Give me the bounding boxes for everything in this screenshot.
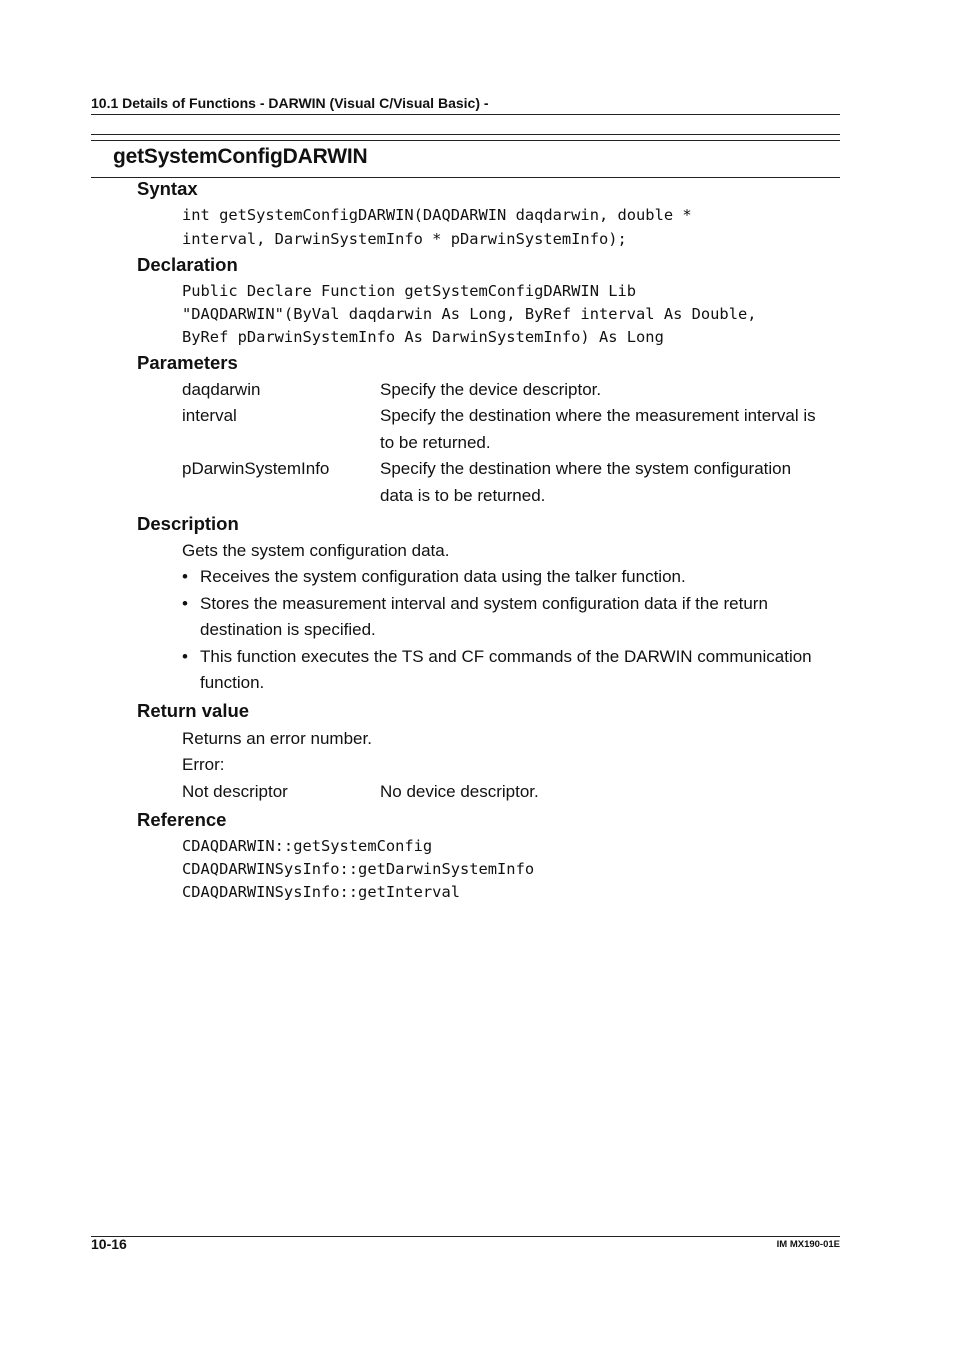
title-rule-bottom [91,177,840,178]
syntax-heading: Syntax [137,178,198,199]
reference-line: CDAQDARWIN::getSystemConfig [182,837,433,855]
description-bullet-cont: function. [200,673,265,692]
syntax-line: interval, DarwinSystemInfo * pDarwinSystemInfo); [182,230,627,248]
reference-line: CDAQDARWINSysInfo::getDarwinSystemInfo [182,860,535,878]
declaration-line: ByRef pDarwinSystemInfo As DarwinSystemInfo) As Long [182,328,664,346]
return-value-text: Returns an error number. [182,729,372,748]
param-desc: Specify the device descriptor. [380,380,602,399]
param-desc: Specify the destination where the measurement interval is [380,406,816,425]
return-value-heading: Return value [137,700,250,721]
param-desc: data is to be returned. [380,486,546,505]
description-bullet: Stores the measurement interval and system configuration data if the return [200,594,768,613]
param-name-daqdarwin: daqdarwin [182,380,261,399]
parameters-heading: Parameters [137,352,238,373]
description-bullet: Receives the system configuration data using the talker function. [200,567,686,586]
title-rule-top-1 [91,134,840,135]
running-head: 10.1 Details of Functions - DARWIN (Visual C/Visual Basic) - [91,95,489,111]
document-id: IM MX190-01E [776,1239,840,1250]
header-rule [91,114,840,115]
declaration-heading: Declaration [137,254,238,275]
description-bullet: This function executes the TS and CF commands of the DARWIN communication [200,647,812,666]
description-heading: Description [137,513,239,534]
footer-rule [91,1236,840,1237]
syntax-line: int getSystemConfigDARWIN(DAQDARWIN daqdarwin, double * [182,206,692,224]
bullet-icon: • [182,594,188,613]
description-intro: Gets the system configuration data. [182,541,450,560]
reference-heading: Reference [137,809,227,830]
description-bullet-cont: destination is specified. [200,620,376,639]
declaration-line: Public Declare Function getSystemConfigDARWIN Lib [182,282,637,300]
reference-line: CDAQDARWINSysInfo::getInterval [182,883,460,901]
page-number: 10-16 [91,1236,127,1252]
return-value-error-label: Error: [182,755,225,774]
param-name-pdarwinsysteminfo: pDarwinSystemInfo [182,459,330,478]
bullet-icon: • [182,567,188,586]
param-desc: Specify the destination where the system configuration [380,459,792,478]
function-title: getSystemConfigDARWIN [113,145,368,168]
param-desc: to be returned. [380,433,491,452]
error-desc: No device descriptor. [380,782,539,801]
bullet-icon: • [182,647,188,666]
title-rule-top-2 [91,140,840,141]
param-name-interval: interval [182,406,237,425]
declaration-line: "DAQDARWIN"(ByVal daqdarwin As Long, ByRef interval As Double, [182,305,757,323]
error-name: Not descriptor [182,782,288,801]
